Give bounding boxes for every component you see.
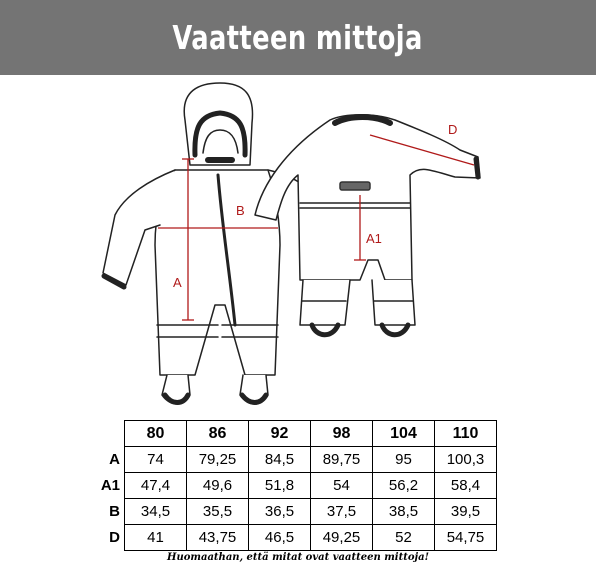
table-cell: 51,8 [249, 473, 311, 499]
table-row [94, 447, 497, 473]
table-cell: 36,5 [249, 499, 311, 525]
table-cell: 43,75 [187, 525, 249, 551]
size-header-row [94, 421, 497, 447]
row-label: D [109, 529, 120, 546]
table-cell: 38,5 [373, 499, 435, 525]
size-header: 104 [373, 421, 435, 447]
page-title: Vaatteen mittoja [172, 18, 424, 57]
title-banner [0, 0, 596, 75]
table-cell: 49,6 [187, 473, 249, 499]
table-cell: 89,75 [311, 447, 373, 473]
table-cell: 79,25 [187, 447, 249, 473]
table-cell: 74 [125, 447, 187, 473]
table-row [94, 499, 497, 525]
row-label: A1 [100, 477, 120, 494]
size-header: 98 [311, 421, 373, 447]
footnote: Huomaathan, että mitat ovat vaatteen mittoja! [167, 552, 429, 563]
size-header: 86 [187, 421, 249, 447]
label-d: D [448, 122, 458, 137]
back-view [255, 115, 480, 335]
table-cell: 100,3 [435, 447, 497, 473]
size-header: 110 [435, 421, 497, 447]
row-label: B [109, 503, 120, 520]
size-header: 92 [249, 421, 311, 447]
table-cell: 41 [125, 525, 187, 551]
table-cell: 58,4 [435, 473, 497, 499]
label-a: A [173, 275, 182, 290]
table-cell: 54,75 [435, 525, 497, 551]
table-cell: 84,5 [249, 447, 311, 473]
label-a1: A1 [366, 231, 382, 246]
label-b: B [236, 203, 245, 218]
row-label: A [109, 451, 120, 468]
table-cell: 95 [373, 447, 435, 473]
size-table [94, 420, 497, 551]
garment-illustration [0, 75, 596, 415]
table-cell: 52 [373, 525, 435, 551]
table-cell: 37,5 [311, 499, 373, 525]
table-cell: 49,25 [311, 525, 373, 551]
table-cell: 35,5 [187, 499, 249, 525]
table-cell: 34,5 [125, 499, 187, 525]
table-cell: 56,2 [373, 473, 435, 499]
table-row [94, 525, 497, 551]
table-row [94, 473, 497, 499]
table-cell: 46,5 [249, 525, 311, 551]
size-header: 80 [125, 421, 187, 447]
table-cell: 47,4 [125, 473, 187, 499]
table-cell: 54 [311, 473, 373, 499]
table-cell: 39,5 [435, 499, 497, 525]
